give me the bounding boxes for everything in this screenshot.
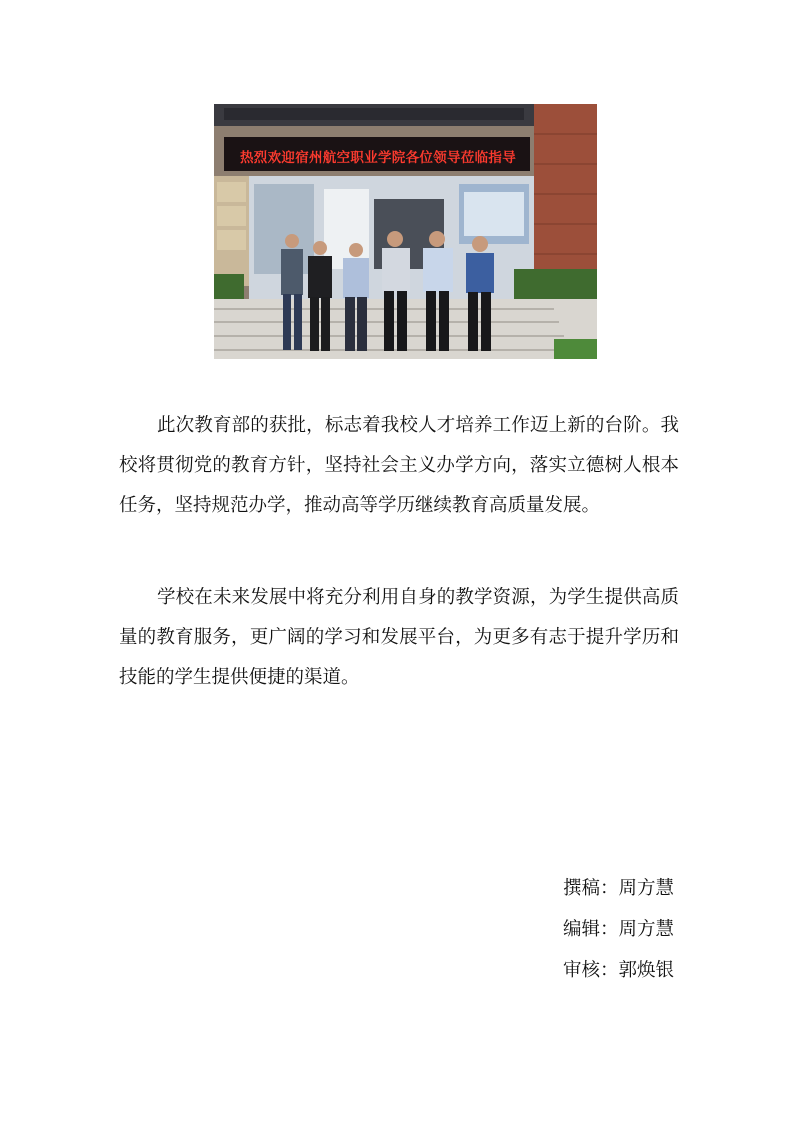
paragraph-approval: 此次教育部的获批，标志着我校人才培养工作迈上新的台阶。我校将贯彻党的教育方针，坚持社会主义办学方向，落实立德树人根本任务，坚持规范办学，推动高等学历继续教育高质量发展。: [119, 415, 679, 516]
welcome-banner: 热烈欢迎宿州航空职业学院各位领导莅临指导: [240, 150, 516, 166]
credit-writer: 撰稿：周方慧: [562, 878, 674, 899]
paragraph-future: 学校在未来发展中将充分利用自身的教学资源，为学生提供高质量的教育服务，更广阔的学习和发展平台，为更多有志于提升学历和技能的学生提供便捷的渠道。: [119, 587, 679, 688]
credit-reviewer: 审核：郭焕银: [562, 960, 674, 981]
credit-editor: 编辑：周方慧: [562, 919, 674, 940]
group-photo-illustration: [214, 104, 597, 359]
group-photo: [214, 104, 597, 359]
